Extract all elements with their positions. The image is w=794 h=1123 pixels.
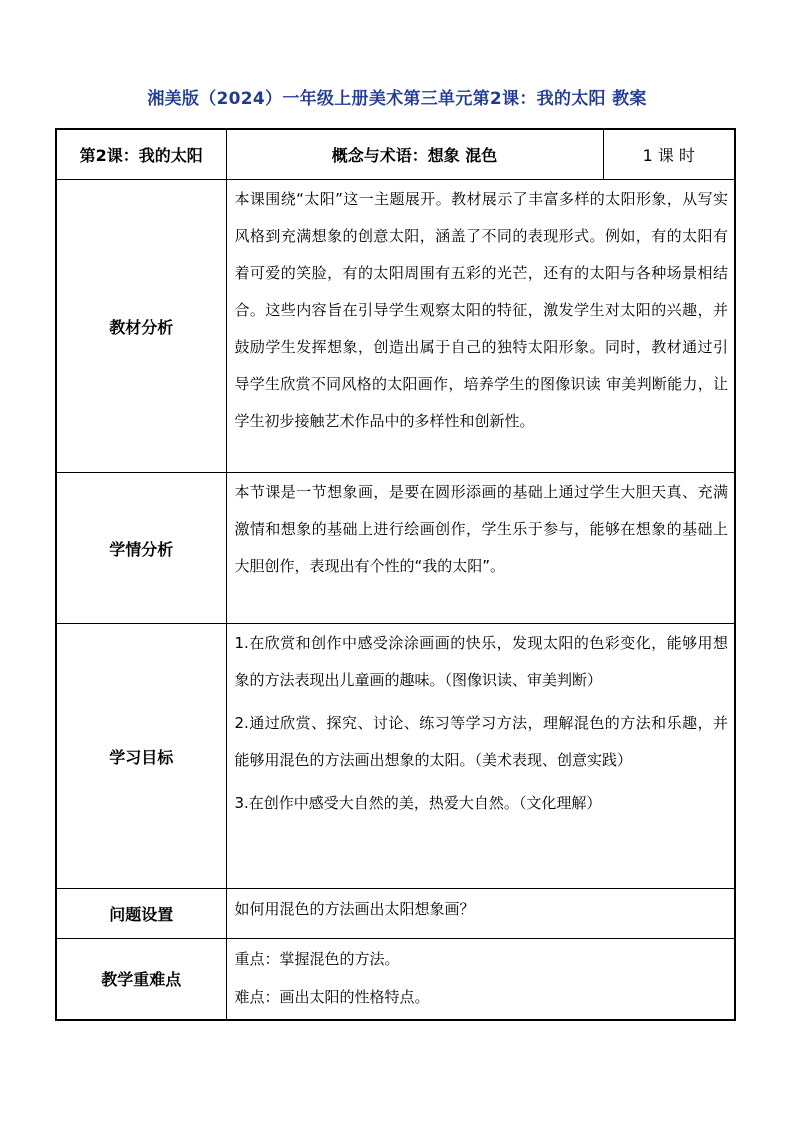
goal-item-3: 3.在创作中感受大自然的美，热爱大自然。（文化理解） xyxy=(234,794,602,812)
question-setting-text: 如何用混色的方法画出太阳想象画？ xyxy=(226,889,735,939)
key-difficulty-row xyxy=(56,939,735,1020)
key-point: 重点：掌握混色的方法。 xyxy=(234,950,400,968)
document-title: 湘美版（2024）一年级上册美术第三单元第2课：我的太阳 教案 xyxy=(147,89,647,109)
lesson-plan-table xyxy=(55,128,736,1021)
question-setting-label: 问题设置 xyxy=(56,889,226,939)
class-hours-cell: 1 课 时 xyxy=(603,129,735,180)
header-row xyxy=(56,129,735,180)
material-analysis-text: 本课围绕“太阳”这一主题展开。教材展示了丰富多样的太阳形象，从写实风格到充满想象的创意太阳，涵盖了不同的表现形式。例如，有的太阳有着可爱的笑脸，有的太阳周围有五彩的光芒，还有的太阳与各种场景相结合。这些内容旨在引导学生观察太阳的特征，激发学生对太阳的兴趣，并鼓励学生发挥想象，创造出属于自己的独特太阳形象。同时，教材通过引导学生欣赏不同风格的太阳画作，培养学生的图像识读 审美判断能力，让学生初步接触艺术作品中的多样性和创新性。 xyxy=(226,180,735,473)
learning-goals-list xyxy=(226,624,735,889)
key-difficulty-text xyxy=(226,939,735,1020)
concepts-cell: 概念与术语：想象 混色 xyxy=(226,129,603,180)
goal-item-1: 1.在欣赏和创作中感受涂涂画画的快乐，发现太阳的色彩变化，能够用想象的方法表现出儿童画的趣味。（图像识读、审美判断） xyxy=(234,634,728,689)
difficulty-point: 难点：画出太阳的性格特点。 xyxy=(234,988,430,1006)
key-difficulty-label: 教学重难点 xyxy=(56,939,226,1020)
learning-goals-row xyxy=(56,624,735,889)
material-analysis-row xyxy=(56,180,735,473)
lesson-title-cell: 第2课：我的太阳 xyxy=(56,129,226,180)
material-analysis-label: 教材分析 xyxy=(56,180,226,473)
student-analysis-text: 本节课是一节想象画，是要在圆形添画的基础上通过学生大胆天真、充满激情和想象的基础上进行绘画创作，学生乐于参与，能够在想象的基础上大胆创作，表现出有个性的“我的太阳”。 xyxy=(226,473,735,624)
learning-goals-label: 学习目标 xyxy=(56,624,226,889)
student-analysis-row xyxy=(56,473,735,624)
student-analysis-label: 学情分析 xyxy=(56,473,226,624)
goal-item-2: 2.通过欣赏、探究、讨论、练习等学习方法，理解混色的方法和乐趣，并能够用混色的方法画出想象的太阳。（美术表现、创意实践） xyxy=(234,714,728,769)
question-setting-row xyxy=(56,889,735,939)
